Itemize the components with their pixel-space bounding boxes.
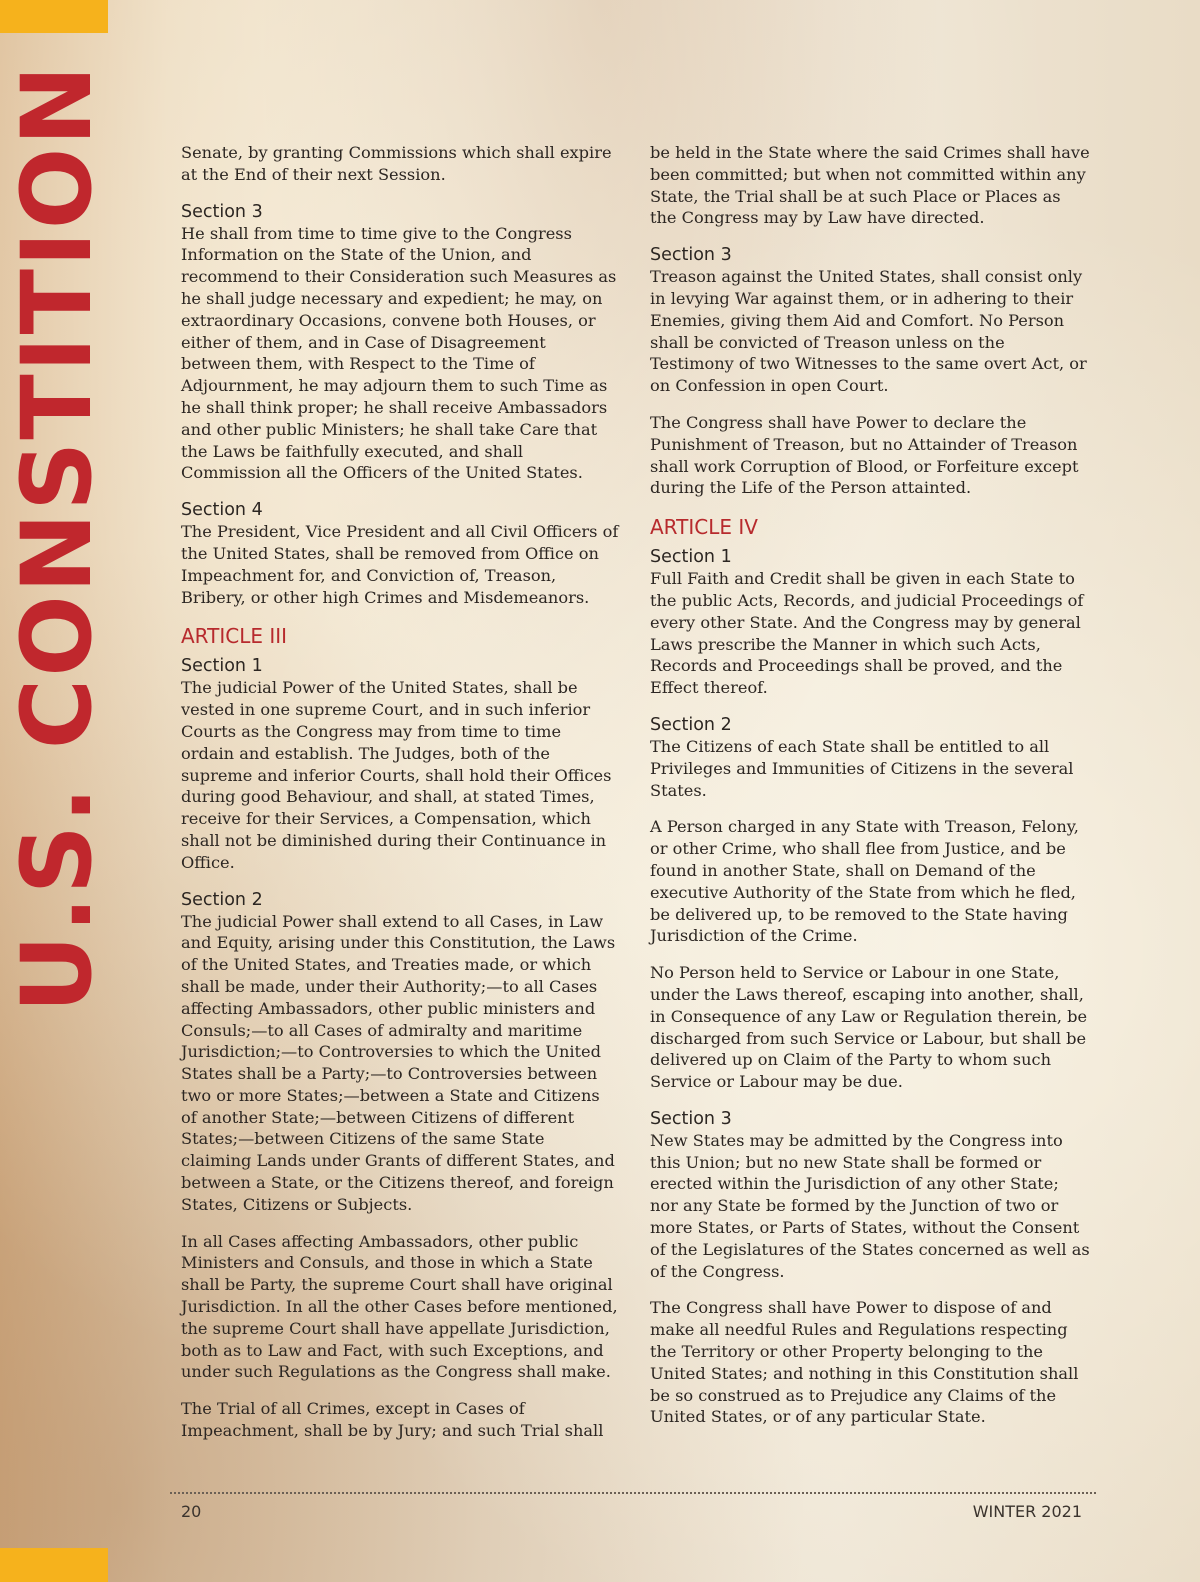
section-heading: Section 2: [181, 889, 263, 910]
vertical-title: [1, 42, 113, 1034]
section-heading: Section 2: [650, 714, 732, 735]
right-column: [650, 142, 1090, 1443]
paragraph: be held in the State where the said Crimes shall have been committed; but when not committed within any State, the Trial shall be at such Place or Places as the Congress may by Law have directed.: [650, 143, 1090, 228]
section-heading: Section 3: [181, 201, 263, 222]
section-heading: Section 3: [650, 245, 732, 266]
paragraph: In all Cases affecting Ambassadors, other public Ministers and Consuls, and those in which a State shall be Party, the supreme Court shall have original Jurisdiction. In all the other Cases before mentioned, the supreme Court shall have appellate Jurisdiction, both as to Law and Fact, with such Exceptions, and under such Regulations as the Congress shall make.: [181, 1231, 618, 1382]
vertical-title-text: U.S. CONSTITION: [1, 63, 113, 1013]
gold-accent-bottom: [0, 1548, 108, 1582]
section-heading: Section 1: [650, 547, 732, 568]
paragraph: The Congress shall have Power to dispose of and make all needful Rules and Regulations respecting the Territory or other Property belonging to the United States; and nothing in this Constitution shall be so construed as to Prejudice any Claims of the United States, or of any particular State.: [650, 1298, 1079, 1427]
footer-divider: [170, 1492, 1096, 1494]
paragraph: The judicial Power of the United States, shall be vested in one supreme Court, and in such inferior Courts as the Congress may from time to time ordain and establish. The Judges, both of the supreme and inferior Courts, shall hold their Offices during good Behaviour, and shall, at stated Times, receive for their Services, a Compensation, which shall not be diminished during their Continuance in Office.: [181, 678, 612, 872]
paragraph: A Person charged in any State with Treason, Felony, or other Crime, who shall flee from Justice, and be found in another State, shall on Demand of the executive Authority of the State from which he fled, be delivered up, to be removed to the State having Jurisdiction of the Crime.: [650, 817, 1079, 946]
paragraph: The Congress shall have Power to declare the Punishment of Treason, but no Attainder of Treason shall work Corruption of Blood, or Forfeiture except during the Life of the Person attainted.: [650, 412, 1079, 498]
page-number: 20: [181, 1502, 202, 1521]
paragraph: Senate, by granting Commissions which shall expire at the End of their next Session.: [181, 143, 612, 184]
issue-label: WINTER 2021: [972, 1502, 1082, 1521]
paragraph: Full Faith and Credit shall be given in each State to the public Acts, Records, and judicial Proceedings of every other State. And the Congress may by general Laws prescribe the Manner in which such Acts, Records and Proceedings shall be proved, and the Effect thereof.: [650, 569, 1084, 698]
section-heading: Section 1: [181, 656, 263, 677]
section-heading: Section 4: [181, 500, 263, 521]
article-heading: ARTICLE IV: [650, 515, 758, 540]
paragraph: The Citizens of each State shall be entitled to all Privileges and Immunities of Citizens in the several States.: [650, 736, 1074, 800]
paragraph: Treason against the United States, shall consist only in levying War against them, or in adhering to their Enemies, giving them Aid and Comfort. No Person shall be convicted of Treason unless on the Testimony of two Witnesses to the same overt Act, or on Confession in open Court.: [650, 267, 1087, 396]
paragraph: The President, Vice President and all Civil Officers of the United States, shall be removed from Office on Impeachment for, and Conviction of, Treason, Bribery, or other high Crimes and Misdemeanors.: [181, 522, 619, 607]
section-heading: Section 3: [650, 1108, 732, 1129]
paragraph: No Person held to Service or Labour in one State, under the Laws thereof, escaping into another, shall, in Consequence of any Law or Regulation therein, be discharged from such Service or Labour, but shall be delivered up on Claim of the Party to whom such Service or Labour may be due.: [650, 963, 1088, 1092]
paragraph: He shall from time to time give to the Congress Information on the State of the Union, and recommend to their Consideration such Measures as he shall judge necessary and expedient; he may, on extraordinary Occasions, convene both Houses, or either of them, and in Case of Disagreement between them, with Respect to the Time of Adjournment, he may adjourn them to such Time as he shall think proper; he shall receive Ambassadors and other public Ministers; he shall take Care that the Laws be faithfully executed, and shall Commission all the Officers of the United States.: [181, 223, 617, 483]
gold-accent-top: [0, 0, 108, 33]
article-heading: ARTICLE III: [181, 624, 288, 649]
left-column: [181, 142, 619, 1457]
paragraph: New States may be admitted by the Congress into this Union; but no new State shall be formed or erected within the Jurisdiction of any other State; nor any State be formed by the Junction of two or more States, or Parts of States, without the Consent of the Legislatures of the States concerned as well as of the Congress.: [650, 1130, 1090, 1281]
paragraph: The judicial Power shall extend to all Cases, in Law and Equity, arising under this Constitution, the Laws of the United States, and Treaties made, or which shall be made, under their Authority;—to all Cases affecting Ambassadors, other public ministers and Consuls;—to all Cases of admiralty and maritime Jurisdiction;—to Controversies to which the United States shall be a Party;—to Controversies between two or more States;—between a State and Citizens of another State;—between Citizens of different States;—between Citizens of the same State claiming Lands under Grants of different States, and between a State, or the Citizens thereof, and foreign States, Citizens or Subjects.: [181, 911, 616, 1214]
paragraph: The Trial of all Crimes, except in Cases of Impeachment, shall be by Jury; and such Trial shall: [181, 1399, 604, 1441]
